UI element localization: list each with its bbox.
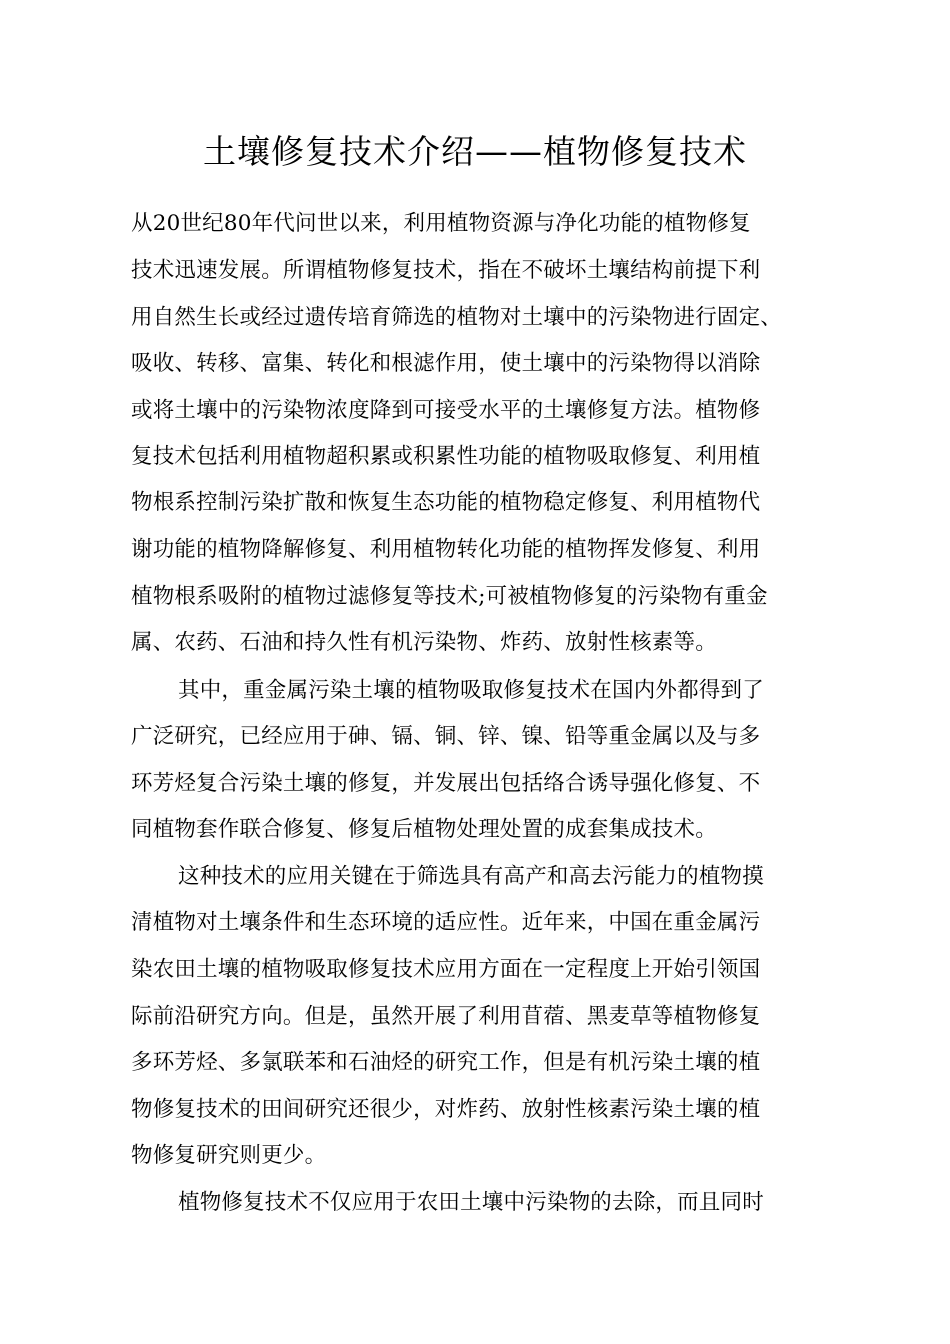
paragraph-3-line-2: 清植物对土壤条件和生态环境的适应性。近年来，中国在重金属污 bbox=[131, 910, 761, 935]
paragraph-3-line-5: 多环芳烃、多氯联苯和石油烃的研究工作，但是有机污染土壤的植 bbox=[131, 1050, 761, 1075]
paragraph-3-line-4: 际前沿研究方向。但是，虽然开展了利用苜蓿、黑麦草等植物修复 bbox=[131, 1004, 761, 1029]
paragraph-3-line-7: 物修复研究则更少。 bbox=[131, 1143, 327, 1168]
paragraph-3-line-3: 染农田土壤的植物吸取修复技术应用方面在一定程度上开始引领国 bbox=[131, 957, 761, 982]
paragraph-1-line-9: 植物根系吸附的植物过滤修复等技术;可被植物修复的污染物有重金 bbox=[131, 584, 768, 609]
paragraph-2-line-4: 同植物套作联合修复、修复后植物处理处置的成套集成技术。 bbox=[131, 817, 717, 842]
document-title: 土壤修复技术介绍——植物修复技术 bbox=[203, 132, 747, 171]
paragraph-2-line-3: 环芳烃复合污染土壤的修复，并发展出包括络合诱导强化修复、不 bbox=[131, 771, 761, 796]
paragraph-1-line-10: 属、农药、石油和持久性有机污染物、炸药、放射性核素等。 bbox=[131, 630, 717, 655]
paragraph-3-line-1: 这种技术的应用关键在于筛选具有高产和高去污能力的植物摸 bbox=[178, 864, 764, 889]
paragraph-1-line-3: 用自然生长或经过遗传培育筛选的植物对土壤中的污染物进行固定、 bbox=[131, 305, 783, 330]
paragraph-1-line-7: 物根系控制污染扩散和恢复生态功能的植物稳定修复、利用植物代 bbox=[131, 490, 761, 515]
paragraph-2-line-1: 其中，重金属污染土壤的植物吸取修复技术在国内外都得到了 bbox=[178, 678, 764, 703]
paragraph-1-line-6: 复技术包括利用植物超积累或积累性功能的植物吸取修复、利用植 bbox=[131, 444, 761, 469]
paragraph-1-line-1: 从20世纪80年代问世以来，利用植物资源与净化功能的植物修复 bbox=[131, 211, 751, 236]
paragraph-1-line-2: 技术迅速发展。所谓植物修复技术，指在不破坏土壤结构前提下利 bbox=[131, 258, 761, 283]
paragraph-1-line-5: 或将土壤中的污染物浓度降到可接受水平的土壤修复方法。植物修 bbox=[131, 398, 761, 423]
paragraph-1-line-4: 吸收、转移、富集、转化和根滤作用，使土壤中的污染物得以消除 bbox=[131, 351, 761, 376]
paragraph-3-line-6: 物修复技术的田间研究还很少，对炸药、放射性核素污染土壤的植 bbox=[131, 1097, 761, 1122]
paragraph-1-line-8: 谢功能的植物降解修复、利用植物转化功能的植物挥发修复、利用 bbox=[131, 537, 761, 562]
paragraph-2-line-2: 广泛研究，已经应用于砷、镉、铜、锌、镍、铅等重金属以及与多 bbox=[131, 724, 761, 749]
paragraph-4-line-1: 植物修复技术不仅应用于农田土壤中污染物的去除，而且同时 bbox=[178, 1190, 764, 1215]
